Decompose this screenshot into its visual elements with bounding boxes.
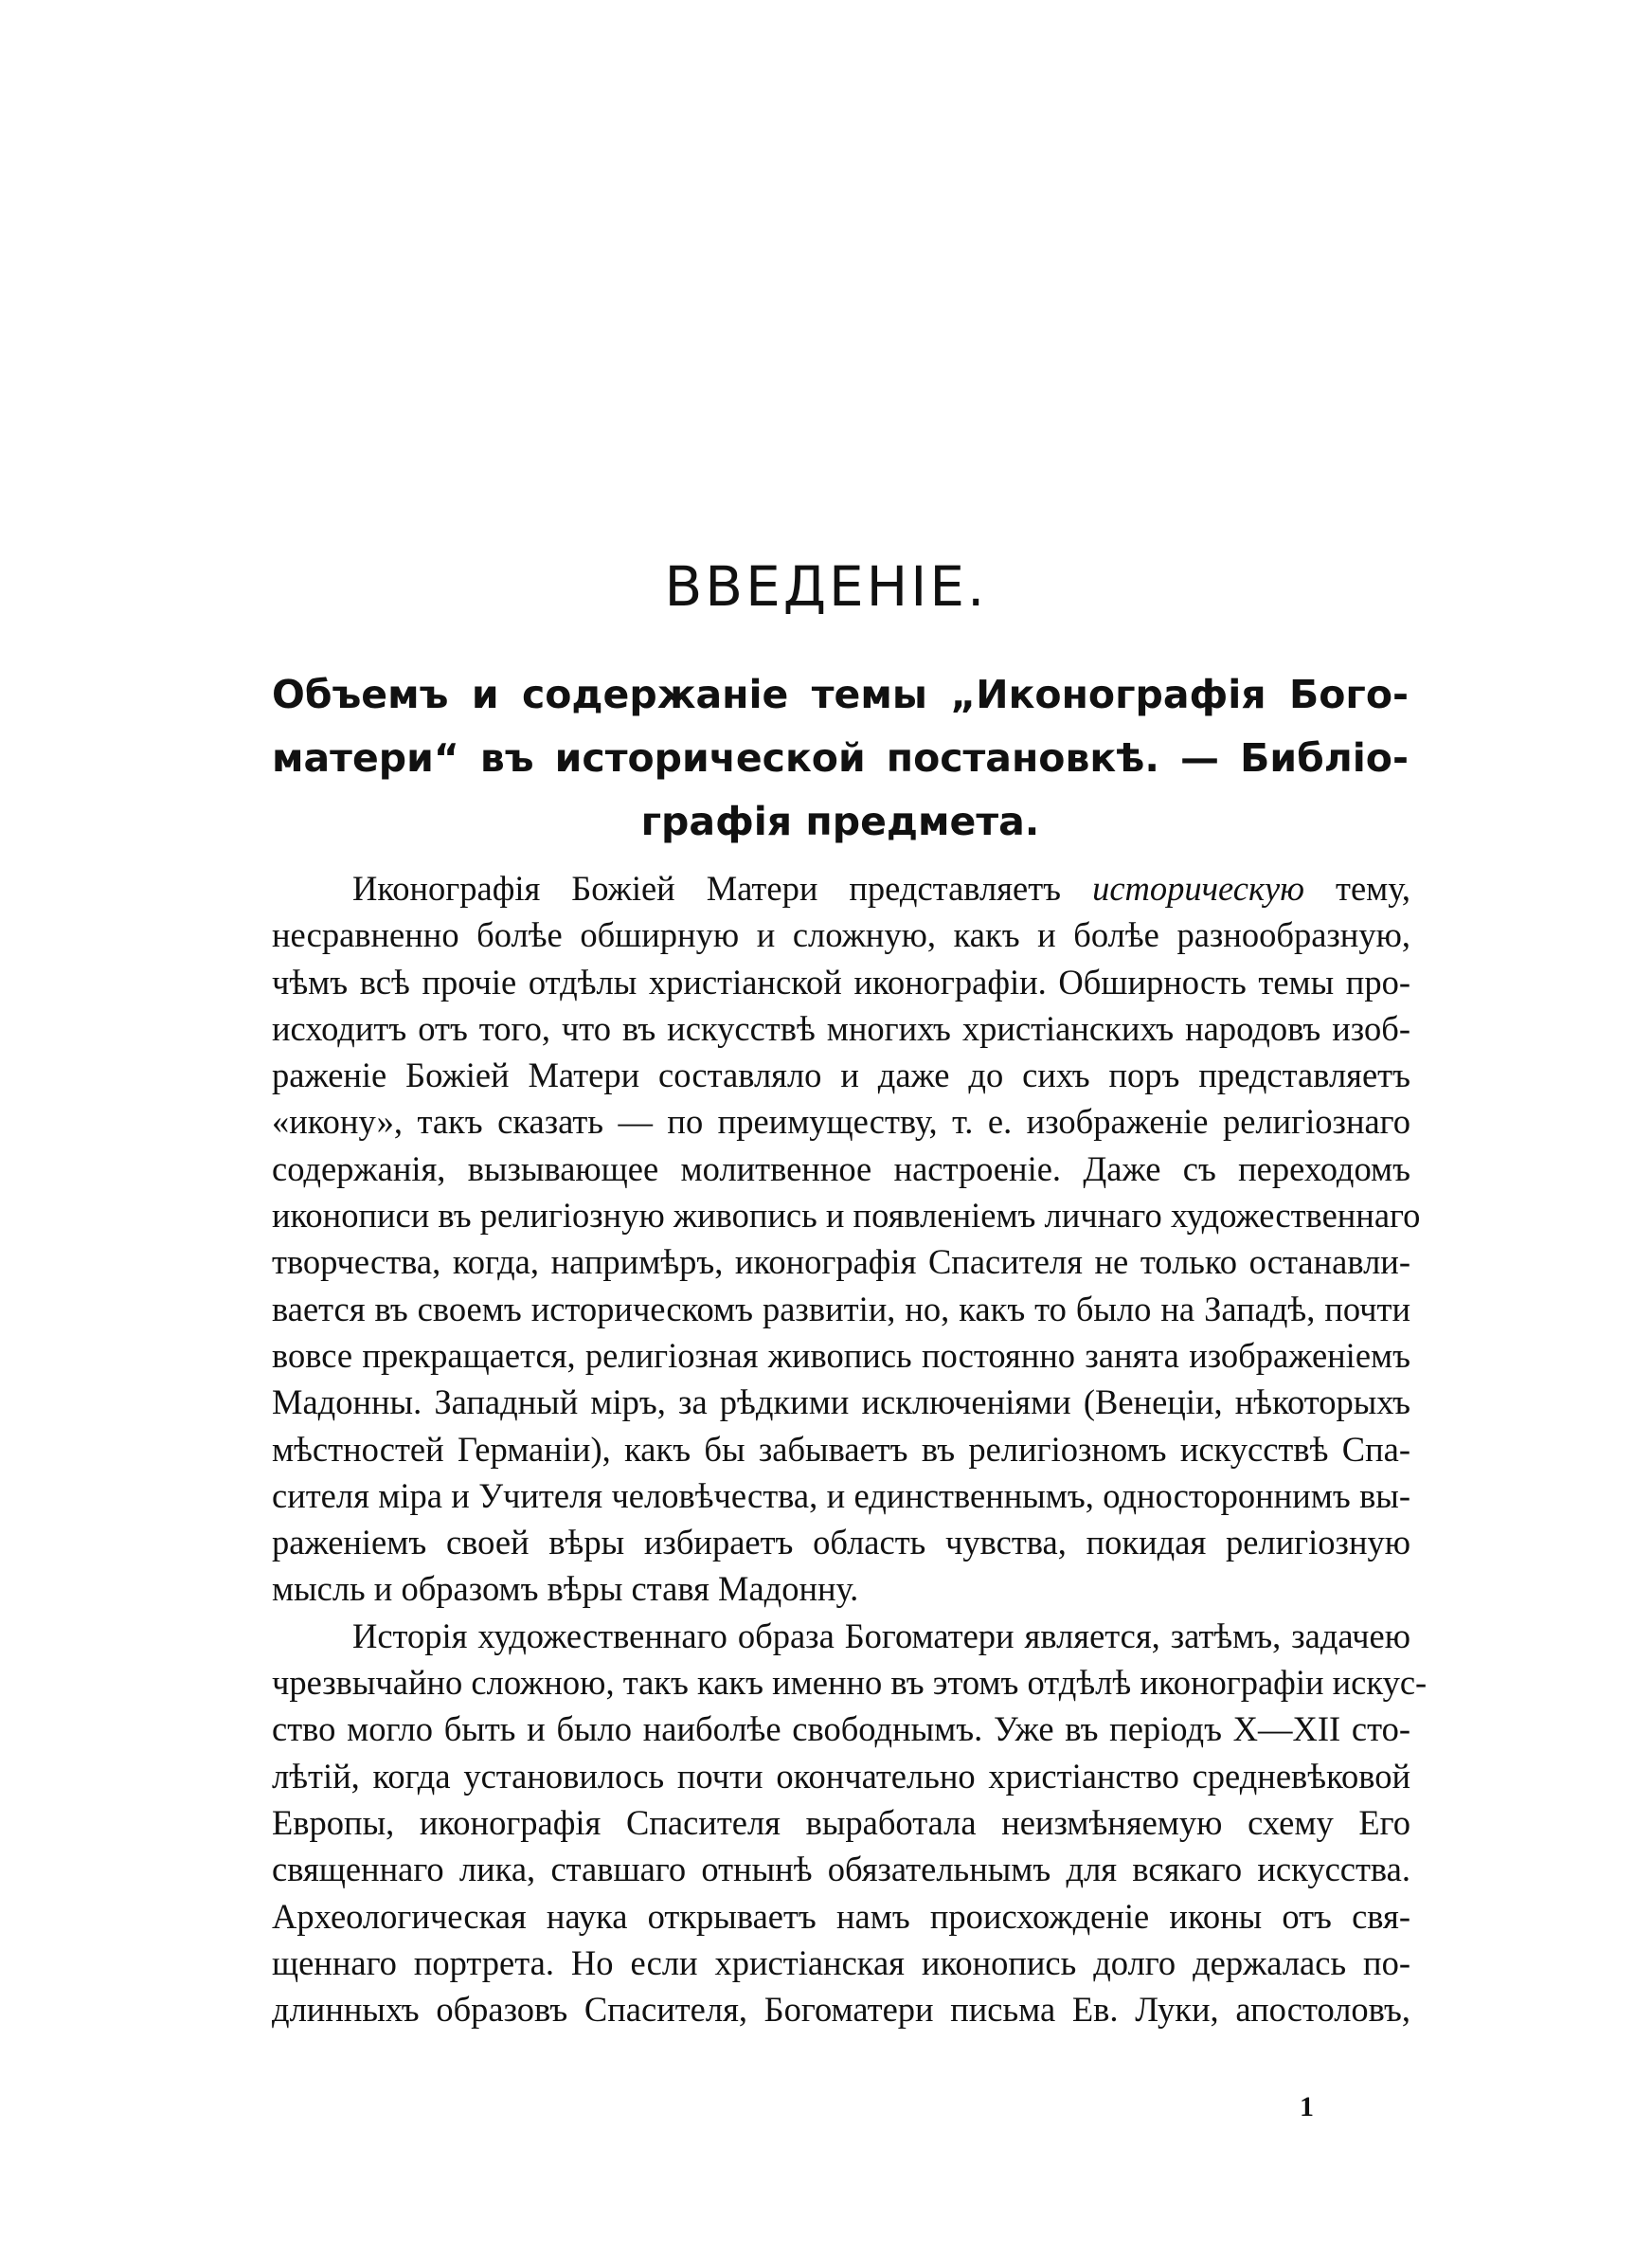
paragraph-1-line: несравненно болѣе обширную и сложную, какъ и болѣе разнообразную, xyxy=(272,915,1410,955)
chapter-heading: ВВЕДЕНІЕ. xyxy=(664,554,988,619)
text-run: тему, xyxy=(1303,869,1410,908)
body-text xyxy=(272,865,1428,2032)
paragraph-1-line: Мадонны. Западный міръ, за рѣдкими исключеніями (Венеціи, нѣкоторыхъ xyxy=(272,1382,1410,1422)
paragraph-1-line: содержанія, вызывающее молитвенное настроеніе. Даже съ переходомъ xyxy=(272,1148,1410,1188)
paragraph-2-line: священнаго лика, ставшаго отнынѣ обязательнымъ для всякаго искусства. xyxy=(272,1850,1410,1889)
paragraph-1-line: сителя міра и Учителя человѣчества, и единственнымъ, одностороннимъ вы- xyxy=(272,1475,1410,1515)
paragraph-1-line: чѣмъ всѣ прочіе отдѣлы христіанской иконографіи. Обширность темы про- xyxy=(272,962,1410,1002)
paragraph-1-line: творчества, когда, напримѣръ, иконографія Спасителя не только останавли- xyxy=(272,1242,1410,1282)
paragraph-2-line: длинныхъ образовъ Спасителя, Богоматери письма Ев. Луки, апостоловъ, xyxy=(272,1990,1410,2030)
paragraph-1-line: мысль и образомъ вѣры ставя Мадонну. xyxy=(272,1569,859,1609)
chapter-subtitle xyxy=(272,663,1409,854)
paragraph-2-line: чрезвычайно сложною, такъ какъ именно въ этомъ отдѣлѣ иконографіи искус- xyxy=(272,1663,1428,1703)
paragraph-2-line: Исторія художественнаго образа Богоматери является, затѣмъ, задачею xyxy=(352,1616,1410,1655)
paragraph-1-line: иконописи въ религіозную живопись и появленіемъ личнаго художественнаго xyxy=(272,1196,1421,1236)
paragraph-2-line: Археологическая наука открываетъ намъ происхожденіе иконы отъ свя- xyxy=(272,1896,1410,1936)
page-number: 1 xyxy=(1300,2091,1314,2122)
paragraph-2-line: Европы, иконографія Спасителя выработала неизмѣняемую схему Его xyxy=(272,1802,1410,1842)
paragraph-2-line: щеннаго портрета. Но если христіанская иконопись долго держалась по- xyxy=(272,1942,1410,1982)
paragraph-1-line: раженіемъ своей вѣры избираетъ область чувства, покидая религіозную xyxy=(272,1523,1410,1562)
text-run: Иконографія Божіей Матери представляетъ xyxy=(352,869,1093,908)
subtitle-line: графія предмета. xyxy=(640,799,1040,844)
paragraph-2-line: лѣтій, когда установилось почти окончательно христіанство средневѣковой xyxy=(272,1756,1410,1796)
paragraph-1-line: раженіе Божіей Матери составляло и даже до сихъ поръ представляетъ xyxy=(272,1056,1410,1095)
paragraph-1-line: мѣстностей Германіи), какъ бы забываетъ въ религіозномъ искусствѣ Спа- xyxy=(272,1429,1410,1469)
paragraph-1-line: вается въ своемъ историческомъ развитіи, но, какъ то было на Западѣ, почти xyxy=(272,1289,1410,1328)
subtitle-line: Объемъ и содержаніе темы „Иконографія Бого- xyxy=(272,672,1409,717)
paragraph-1-line xyxy=(272,865,1410,912)
paragraph-1-line: исходитъ отъ того, что въ искусствѣ многихъ христіанскихъ народовъ изоб- xyxy=(272,1008,1410,1048)
paragraph-2-line: ство могло быть и было наиболѣе свободнымъ. Уже въ періодъ X—XII сто- xyxy=(272,1709,1410,1749)
emphasis-text: историческую xyxy=(1092,869,1304,908)
subtitle-line: матери“ въ исторической постановкѣ. — Библіо- xyxy=(272,735,1409,781)
paragraph-1-line: вовсе прекращается, религіозная живопись постоянно занята изображеніемъ xyxy=(272,1335,1410,1375)
paragraph-1-line: «икону», такъ сказать — по преимуществу, т. е. изображеніе религіознаго xyxy=(272,1102,1410,1142)
